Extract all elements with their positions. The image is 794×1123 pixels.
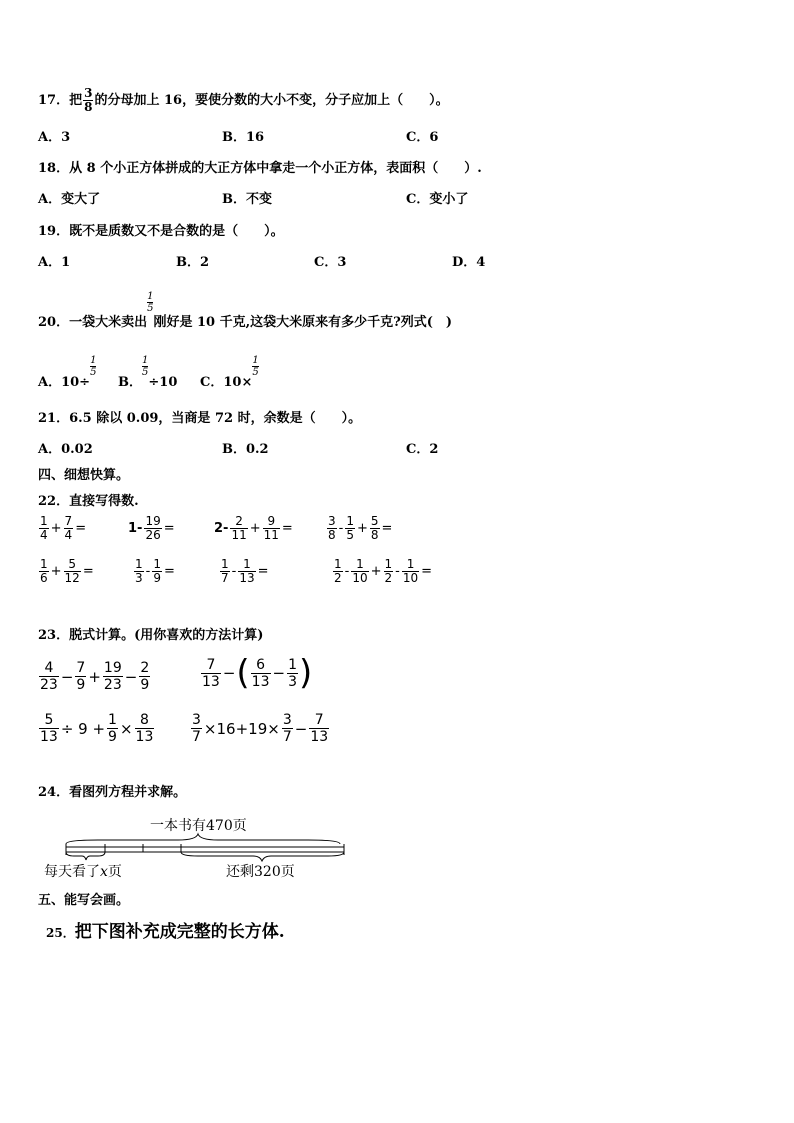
numerator: 1 [108,712,117,728]
question-18: 18．从 8 个小正方体拼成的大正方体中拿走一个小正方体，表面积（ ）. [38,161,482,176]
operator: ×16+19× [203,719,280,738]
q19-option-a[interactable]: A．1 [38,255,71,270]
numerator: 1 [406,557,415,571]
q19-option-c[interactable]: C．3 [314,255,347,270]
q17-option-c[interactable]: C．6 [406,130,439,145]
fraction [201,657,221,690]
fraction [64,558,81,585]
diagram-right-label: 还剩320页 [226,864,295,880]
denominator: 23 [103,677,122,693]
numerator: 5 [68,557,76,571]
denominator: 13 [239,571,255,585]
numerator: 1 [135,557,143,571]
numerator: 1 [142,355,149,366]
variable-x: x [100,864,108,880]
fraction [39,712,59,745]
fraction [333,558,343,585]
denominator: 4 [40,528,48,542]
fraction-1-5 [90,355,96,378]
denominator: 10 [352,571,368,585]
numerator: 6 [256,656,266,673]
numerator: 9 [267,514,276,528]
fraction-1-5 [252,355,258,378]
q22-expr-8 [332,558,433,585]
numerator: 4 [44,660,54,676]
operator: × [119,719,133,738]
q23-expr-1 [38,660,151,693]
fraction [107,712,118,745]
operator: - [145,564,151,579]
equals: = [75,521,87,536]
numerator: 2 [140,660,150,676]
q18-option-a[interactable]: A．变大了 [38,192,101,207]
question-17-number: 17． [38,93,70,108]
operator: - [231,564,237,579]
numerator: 1 [147,291,154,302]
q18-option-c[interactable]: C．变小了 [406,192,469,207]
numerator: 1 [40,514,48,528]
q22-expr-3 [213,515,294,542]
fraction [384,558,394,585]
denominator: 3 [135,571,143,585]
numerator: 7 [64,514,73,528]
q21-option-c[interactable]: C．2 [406,442,439,457]
fraction [134,558,144,585]
denominator: 2 [334,571,342,585]
q23-expr-4 [190,712,330,745]
fraction [282,712,293,745]
fraction [230,515,247,542]
fraction [103,660,123,693]
denominator: 8 [370,528,379,542]
denominator: 7 [282,729,292,745]
denominator: 5 [142,367,149,378]
prefix: 2- [214,521,229,536]
denominator: 9 [140,677,150,693]
denominator: 7 [221,571,229,585]
fraction [191,712,202,745]
denominator: 3 [288,673,297,690]
question-20-text: 刚好是 10 千克,这袋大米原来有多少千克?列式( ) [153,315,453,330]
fraction [402,558,419,585]
fraction-3-8 [83,87,93,114]
diagram-top-label: 一本书有470页 [150,818,247,834]
denominator: 13 [251,673,270,690]
q22-expr-5 [38,558,95,585]
fraction [39,515,49,542]
fraction [135,712,155,745]
operator: + [50,564,62,579]
q22-expr-4 [326,515,393,542]
prefix: 1- [128,521,143,536]
q22-expr-1 [38,515,87,542]
question-21: 21．6.5 除以 0.09，当商是 72 时，余数是（ ）。 [38,411,362,426]
denominator: 11 [231,528,247,542]
numerator: 19 [145,514,161,528]
denominator: 11 [263,528,279,542]
numerator: 3 [192,712,201,728]
q19-option-d[interactable]: D．4 [452,255,486,270]
numerator: 5 [44,712,54,728]
denominator: 9 [76,677,86,693]
denominator: 26 [145,528,161,542]
denominator: 13 [135,729,154,745]
denominator: 5 [90,367,97,378]
numerator: 1 [252,355,259,366]
fraction [370,515,380,542]
operator: − [124,667,138,686]
denominator: 10 [402,571,419,585]
operator: − [294,719,308,738]
q23-expr-3 [38,712,155,745]
question-25-text: 把下图补充成完整的长方体. [74,922,285,942]
fraction [144,515,161,542]
numerator: 1 [40,557,48,571]
section-5-heading: 五、能写会画。 [38,893,130,908]
denominator: 13 [40,729,58,745]
denominator: 9 [108,729,117,745]
question-22: 22．直接写得数. [38,494,139,509]
question-20-pre: 20．一袋大米卖出 [38,315,148,330]
denominator: 5 [252,367,259,378]
fraction [64,515,74,542]
denominator: 8 [84,100,93,114]
operator: + [249,521,261,536]
denominator: 5 [346,528,354,542]
numerator: 7 [314,712,324,728]
option-c-label: C．10× [200,375,253,390]
q20-option-b[interactable] [118,348,177,388]
numerator: 3 [282,712,292,728]
question-17 [38,87,449,114]
question-19: 19．既不是质数又不是合数的是（ ）。 [38,224,284,239]
equals: = [421,564,433,579]
numerator: 1 [346,514,354,528]
denominator: 13 [310,729,329,745]
numerator: 3 [84,86,93,100]
numerator: 8 [140,712,149,728]
equals: = [163,521,175,536]
left-label-post: 页 [107,864,122,880]
fraction [263,515,280,542]
segment-diagram [38,832,350,862]
operator: + [370,564,382,579]
diagram-left-label [44,861,122,881]
numerator: 1 [288,656,297,673]
question-20 [38,286,453,330]
q22-expr-2 [127,515,176,542]
left-paren: ( [236,653,250,693]
q20-option-a[interactable] [38,348,96,388]
denominator: 7 [192,729,201,745]
question-17-text: 的分母加上 16，要使分数的大小不变，分子应加上（ ）。 [94,93,449,108]
numerator: 1 [221,557,229,571]
q21-option-b[interactable]: B．0.2 [222,442,269,457]
option-b-label: B． [118,375,142,390]
q20-option-c[interactable] [200,348,259,388]
fraction [139,660,150,693]
fraction [238,558,255,585]
q22-expr-6 [133,558,176,585]
option-a-label: A．10÷ [38,375,91,390]
numerator: 1 [243,557,251,571]
numerator: 1 [356,557,364,571]
fraction-1-5 [147,291,153,314]
top-brace [66,834,340,844]
operator: − [272,664,286,682]
equals: = [82,564,94,579]
left-brace [66,852,105,860]
fraction [152,558,162,585]
question-23: 23．脱式计算。(用你喜欢的方法计算) [38,628,264,643]
numerator: 5 [370,514,379,528]
q23-expr-2 [200,653,313,693]
equals: = [281,521,293,536]
operator: − [222,664,236,682]
option-b-tail: ÷10 [148,375,178,390]
denominator: 13 [202,673,220,690]
fraction [39,558,49,585]
q19-option-b[interactable]: B．2 [176,255,210,270]
operator: - [344,564,350,579]
numerator: 7 [206,656,216,673]
question-24: 24．看图列方程并求解。 [38,785,187,800]
fraction [309,712,329,745]
operator: ÷ 9 + [60,719,106,738]
fraction [39,660,59,693]
denominator: 4 [64,528,73,542]
numerator: 1 [384,557,393,571]
denominator: 23 [40,677,58,693]
q21-option-a[interactable]: A．0.02 [38,442,93,457]
question-25 [46,917,285,942]
operator: + [88,667,101,686]
operator: + [356,521,368,536]
question-25-number: 25． [46,926,75,940]
denominator: 8 [328,528,336,542]
equals: = [257,564,269,579]
fraction [287,657,298,690]
right-paren: ) [299,653,313,693]
right-brace [181,852,344,861]
numerator: 3 [328,514,336,528]
denominator: 2 [384,571,393,585]
fraction [220,558,230,585]
numerator: 1 [90,355,97,366]
q18-option-b[interactable]: B．不变 [222,192,272,207]
numerator: 1 [153,557,161,571]
numerator: 1 [334,557,342,571]
fraction [75,660,86,693]
numerator: 7 [76,660,86,676]
denominator: 5 [147,303,154,314]
operator: - [338,521,344,536]
denominator: 6 [40,571,48,585]
q22-expr-7 [219,558,270,585]
numerator: 2 [235,514,243,528]
equals: = [163,564,175,579]
left-label-pre: 每天看了 [44,864,100,880]
numerator: 19 [103,660,122,676]
q17-option-a[interactable]: A．3 [38,130,71,145]
denominator: 9 [153,571,161,585]
fraction [351,558,368,585]
fraction [345,515,355,542]
operator: + [50,521,62,536]
denominator: 12 [64,571,80,585]
q17-option-b[interactable]: B．16 [222,130,265,145]
equals: = [381,521,393,536]
operator: - [395,564,400,579]
section-4-heading: 四、细想快算。 [38,468,130,483]
operator: − [60,667,74,686]
fraction [251,657,271,690]
question-17-pre: 把 [69,93,83,108]
fraction [327,515,337,542]
